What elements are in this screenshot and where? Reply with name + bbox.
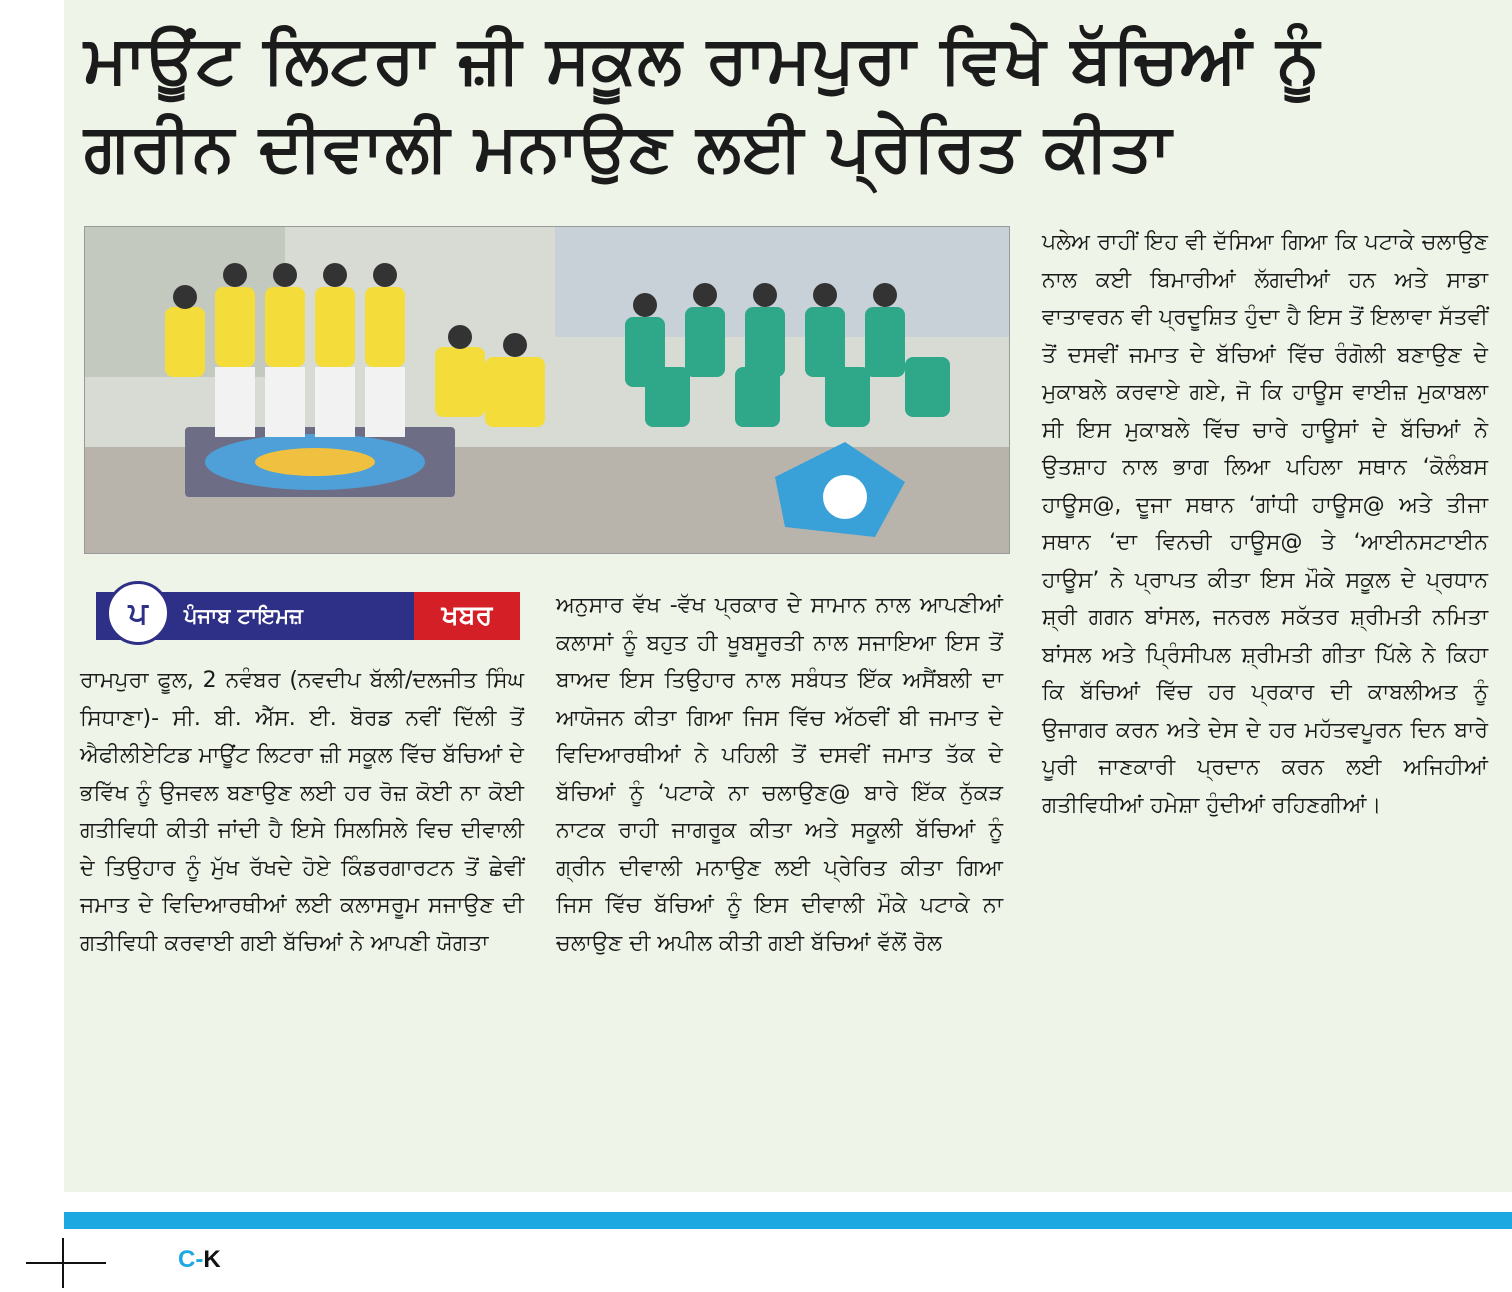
punjab-times-logo: [106, 581, 170, 645]
article-column-3: [1042, 224, 1488, 824]
punjab-times-banner: [96, 592, 520, 640]
headline: ਮਾਊਂਟ ਲਿਟਰਾ ਜ਼ੀ ਸਕੂਲ ਰਾਮਪੁਰਾ ਵਿਖੇ ਬੱਚਿਆਂ ਨੂੰ ਗਰੀਨ ਦੀਵਾਲੀ ਮਨਾਉਣ ਲਈ ਪ੍ਰੇਰਿਤ ਕੀਤਾ: [84, 21, 1321, 186]
plate-dash: -: [195, 1246, 204, 1273]
article-column-2: [556, 587, 1003, 962]
crop-mark-vertical: [62, 1238, 64, 1288]
article-text: ਅਨੁਸਾਰ ਵੱਖ -ਵੱਖ ਪ੍ਰਕਾਰ ਦੇ ਸਾਮਾਨ ਨਾਲ ਆਪਣੀਆਂ ਕਲਾਸਾਂ ਨੂੰ ਬਹੁਤ ਹੀ ਖੂਬਸੂਰਤੀ ਨਾਲ ਸਜਾਇਆ ਇਸ ਤੋਂ ਬਾਅਦ ਇਸ ਤਿਉਹਾਰ ਨਾਲ ਸਬੰਧਤ ਇੱਕ ਅਸੈਂਬਲੀ ਦਾ ਆਯੋਜਨ ਕੀਤਾ ਗਿਆ ਜਿਸ ਵਿੱਚ ਅੱਠਵੀਂ ਬੀ ਜਮਾਤ ਦੇ ਵਿਦਿਆਰਥੀਆਂ ਨੇ ਪਹਿਲੀ ਤੋਂ ਦਸਵੀਂ ਜਮਾਤ ਤੱਕ ਦੇ ਬੱਚਿਆਂ ਨੂੰ ‘ਪਟਾਕੇ ਨਾ ਚਲਾਉਣ@ ਬਾਰੇ ਇੱਕ ਨੁੱਕੜ ਨਾਟਕ ਰਾਹੀ ਜਾਗਰੂਕ ਕੀਤਾ ਅਤੇ ਸਕੂਲੀ ਬੱਚਿਆਂ ਨੂੰ ਗ੍ਰੀਨ ਦੀਵਾਲੀ ਮਨਾਉਣ ਲਈ ਪ੍ਰੇਰਿਤ ਕੀਤਾ ਗਿਆ ਜਿਸ ਵਿੱਚ ਬੱਚਿਆਂ ਨੂੰ ਇਸ ਦੀਵਾਲੀ ਮੌਕੇ ਪਟਾਕੇ ਨਾ ਚਲਾਉਣ ਦੀ ਅਪੀਲ ਕੀਤੀ ਗਈ ਬੱਚਿਆਂ ਵੱਲੋਂ ਰੋਲ: [556, 593, 1003, 956]
article-text: ਰਾਮਪੁਰਾ ਫੂਲ, 2 ਨਵੰਬਰ (ਨਵਦੀਪ ਬੱਲੀ/ਦਲਜੀਤ ਸਿੰਘ ਸਿਧਾਣਾ)- ਸੀ. ਬੀ. ਐੱਸ. ਈ. ਬੋਰਡ ਨਵੀਂ ਦਿੱਲੀ ਤੋਂ ਐਫੀਲੀਏਟਿਡ ਮਾਊਂਟ ਲਿਟਰਾ ਜ਼ੀ ਸਕੂਲ ਵਿੱਚ ਬੱਚਿਆਂ ਦੇ ਭਵਿੱਖ ਨੂੰ ਉਜਵਲ ਬਣਾਉਣ ਲਈ ਹਰ ਰੋਜ਼ ਕੋਈ ਨਾ ਕੋਈ ਗਤੀਵਿਧੀ ਕੀਤੀ ਜਾਂਦੀ ਹੈ ਇਸੇ ਸਿਲਸਿਲੇ ਵਿਚ ਦੀਵਾਲੀ ਦੇ ਤਿਉਹਾਰ ਨੂੰ ਮੁੱਖ ਰੱਖਦੇ ਹੋਏ ਕਿੰਡਰਗਾਰਟਨ ਤੋਂ ਛੇਵੀਂ ਜਮਾਤ ਦੇ ਵਿਦਿਆਰਥੀਆਂ ਲਈ ਕਲਾਸਰੂਮ ਸਜਾਉਣ ਦੀ ਗਤੀਵਿਧੀ ਕਰਵਾਈ ਗਈ ਬੱਚਿਆਂ ਨੇ ਆਪਣੀ ਯੋਗਤਾ: [80, 668, 524, 956]
logo-letter: ਪ: [128, 596, 148, 631]
brand-logo-block: [96, 592, 414, 640]
crop-mark-horizontal: [26, 1262, 106, 1264]
students-photo: [84, 226, 1010, 554]
plate-c: C: [178, 1246, 196, 1273]
article-column-1: [80, 662, 524, 962]
news-tag: ਖਬਰ: [414, 592, 520, 640]
color-plate-mark: [178, 1246, 221, 1274]
plate-k: K: [203, 1246, 221, 1273]
brand-name: ਪੰਜਾਬ ਟਾਇਮਜ਼: [184, 603, 303, 628]
logo-mark-icon: [116, 591, 160, 635]
article-text: ਪਲੇਅ ਰਾਹੀਂ ਇਹ ਵੀ ਦੱਸਿਆ ਗਿਆ ਕਿ ਪਟਾਕੇ ਚਲਾਉਣ ਨਾਲ ਕਈ ਬਿਮਾਰੀਆਂ ਲੱਗਦੀਆਂ ਹਨ ਅਤੇ ਸਾਡਾ ਵਾਤਾਵਰਨ ਵੀ ਪ੍ਰਦੂਸ਼ਿਤ ਹੁੰਦਾ ਹੈ ਇਸ ਤੋਂ ਇਲਾਵਾ ਸੱਤਵੀਂ ਤੋਂ ਦਸਵੀਂ ਜਮਾਤ ਦੇ ਬੱਚਿਆਂ ਵਿੱਚ ਰੰਗੋਲੀ ਬਣਾਉਣ ਦੇ ਮੁਕਾਬਲੇ ਕਰਵਾਏ ਗਏ, ਜੋ ਕਿ ਹਾਊਸ ਵਾਈਜ਼ ਮੁਕਾਬਲਾ ਸੀ ਇਸ ਮੁਕਾਬਲੇ ਵਿੱਚ ਚਾਰੇ ਹਾਊਸਾਂ ਦੇ ਬੱਚਿਆਂ ਨੇ ਉਤਸ਼ਾਹ ਨਾਲ ਭਾਗ ਲਿਆ ਪਹਿਲਾ ਸਥਾਨ ‘ਕੋਲੰਬਸ ਹਾਊਸ@, ਦੂਜਾ ਸਥਾਨ ‘ਗਾਂਧੀ ਹਾਊਸ@ ਅਤੇ ਤੀਜਾ ਸਥਾਨ ‘ਦਾ ਵਿਨਚੀ ਹਾਊਸ@ ਤੇ ‘ਆਈਨਸਟਾਈਨ ਹਾਊਸ’ ਨੇ ਪ੍ਰਾਪਤ ਕੀਤਾ ਇਸ ਮੌਕੇ ਸਕੂਲ ਦੇ ਪ੍ਰਧਾਨ ਸ਼੍ਰੀ ਗਗਨ ਬਾਂਸਲ, ਜਨਰਲ ਸਕੱਤਰ ਸ਼੍ਰੀਮਤੀ ਨਮਿਤਾ ਬਾਂਸਲ ਅਤੇ ਪ੍ਰਿੰਸੀਪਲ ਸ਼੍ਰੀਮਤੀ ਗੀਤਾ ਪਿੱਲੇ ਨੇ ਕਿਹਾ ਕਿ ਬੱਚਿਆਂ ਵਿੱਚ ਹਰ ਪ੍ਰਕਾਰ ਦੀ ਕਾਬਲੀਅਤ ਨੂੰ ਉਜਾਗਰ ਕਰਨ ਅਤੇ ਦੇਸ ਦੇ ਹਰ ਮਹੱਤਵਪੂਰਨ ਦਿਨ ਬਾਰੇ ਪੂਰੀ ਜਾਣਕਾਰੀ ਪ੍ਰਦਾਨ ਕਰਨ ਲਈ ਅਜਿਹੀਆਂ ਗਤੀਵਿਧੀਆਂ ਹਮੇਸ਼ਾ ਹੁੰਦੀਆਂ ਰਹਿਣਗੀਆਂ।: [1042, 230, 1488, 818]
page-bottom-rule: [64, 1212, 1512, 1229]
